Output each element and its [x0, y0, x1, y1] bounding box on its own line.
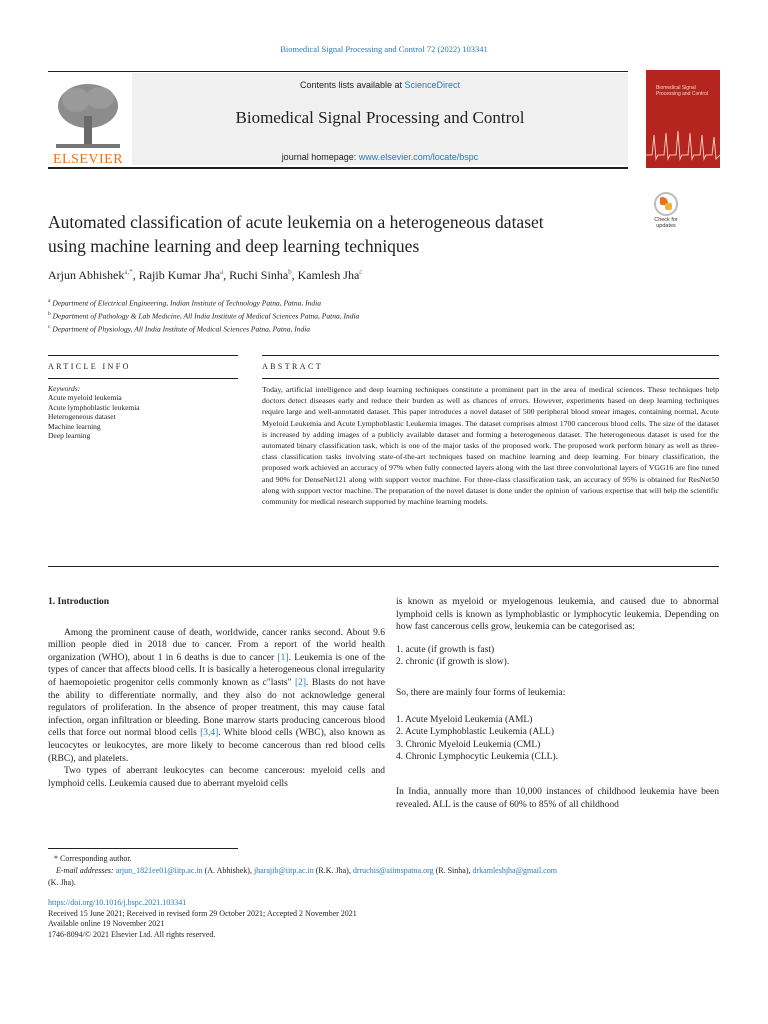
affiliation-marker: c	[48, 324, 51, 330]
homepage-link[interactable]: www.elsevier.com/locate/bspc	[358, 152, 479, 162]
intro-paragraph-1	[48, 627, 385, 766]
footnotes	[48, 853, 719, 889]
affiliation-text: Department of Pathology & Lab Medicine, All India Institute of Medical Sciences Patna, Patna, India	[52, 311, 360, 321]
keyword-item: Deep learning	[48, 431, 91, 441]
email-link[interactable]: drkamleshjha@gmail.com	[472, 866, 557, 875]
affiliation-item	[48, 309, 648, 322]
list-item: 4. Chronic Lymphocytic Leukemia (CLL).	[396, 752, 558, 763]
abstract-heading: ABSTRACT	[262, 362, 323, 371]
author-name[interactable]: Ruchi Sinha	[229, 268, 289, 282]
growth-list	[396, 644, 719, 669]
header-rule	[48, 71, 628, 72]
abstract-end-rule	[48, 566, 719, 567]
text-run: Among the prominent cause of death, worldwide, cancer ranks second. About 9.6 million people died in 2018 due to cancer. From a report of the world health organization (WHO), about 1 in 6 deaths is due to cancer	[48, 627, 385, 663]
author-affil-marker[interactable]: b	[288, 268, 292, 276]
email-label: E-mail addresses:	[56, 866, 116, 875]
author-list: Arjun Abhishek$^{a,*}$, Rajib Kumar Jha$^a$, Ruchi Sinha$^b$, Kamlesh Jha$^c$	[48, 268, 363, 282]
publication-info	[48, 898, 719, 940]
received-dates: Received 15 June 2021; Received in revised form 29 October 2021; Accepted 2 November 2021	[48, 908, 357, 918]
keyword-item: Acute lymphoblastic leukemia	[48, 402, 140, 412]
abstract-rule-2	[262, 378, 719, 379]
affiliation-text: Department of Electrical Engineering, Indian Institute of Technology Patna, Patna, India	[52, 298, 321, 308]
corresponding-author-note: * Corresponding author.	[54, 854, 132, 863]
homepage-prefix: journal homepage:	[281, 152, 359, 162]
keywords-label: Keywords:	[48, 384, 81, 393]
affiliation-text: Department of Physiology, All India Institute of Medical Sciences Patna, Patna, India	[52, 324, 311, 334]
email-link[interactable]: jharajib@iitp.ac.in	[253, 866, 314, 875]
abstract-text: Today, artificial intelligence and deep learning techniques constitute a prominent part in the area of medical sciences. These techniques help doctors detect diseases early and reduce their burden as well as chances of errors. However, experiments based on deep learning techniques require large and well-annotated dataset. This paper introduces a novel dataset of 500 peripheral blood smear images, containing normal, Acute Myeloid Leukemia and Acute Lymphoblastic Leukemia images. The dataset comprises almost 1700 cancerous blood cells. The size of the dataset is increased by adding images of a publicly available dataset and forming a heterogeneous dataset. The heterogeneous dataset is used for the automated binary classification task, which is one of the major tasks of the proposed work. The proposed work perform binary as well as three-class classification tasks involving state-of-the-art techniques based on machine learning and deep learning. For binary classification, the proposed work achieved an accuracy of 97% when fully connected layers along with the last three convolutional layers of VGG16 are fine tuned and 90% for DenseNet121 along with support vector machine. For three-class classification task, an accuracy of 95% is obtained for ResNet50 along with support vector machine. The preparation of the novel dataset is done under the opinion of various expertise that will help the scientific community for medical research supported by machine learning models.	[262, 385, 719, 507]
contents-prefix: Contents lists available at	[299, 80, 405, 90]
keyword-item: Acute myeloid leukemia	[48, 393, 122, 403]
check-for-updates-button[interactable]	[649, 192, 683, 230]
affiliation-marker: b	[48, 311, 51, 317]
section-heading: 1. Introduction	[48, 597, 110, 607]
body-column-right	[396, 596, 719, 811]
publisher-wordmark: ELSEVIER	[52, 152, 124, 167]
list-item: 1. Acute Myeloid Leukemia (AML)	[396, 714, 533, 725]
journal-cover-thumbnail[interactable]	[646, 70, 720, 168]
affiliations	[48, 296, 648, 335]
info-rule	[48, 355, 238, 356]
intro-paragraph-4: So, there are mainly four forms of leukemia:	[396, 687, 566, 698]
doi-link[interactable]: https://doi.org/10.1016/j.bspc.2021.103341	[48, 898, 187, 907]
info-rule-2	[48, 378, 238, 379]
intro-paragraph-5: In India, annually more than 10,000 instances of childhood leukemia have been revealed. ALL is the cause of 60% to 85% of all childhood	[396, 786, 719, 810]
email-owner: (R.K. Jha),	[313, 866, 353, 875]
list-item: 2. chronic (if growth is slow).	[396, 657, 510, 668]
author-affil-marker[interactable]: a,*	[124, 268, 133, 276]
cover-title: Biomedical Signal Processing and Control	[656, 85, 708, 97]
footnote-rule	[48, 848, 238, 849]
article-title-line-1: Automated classification of acute leukemia on a heterogeneous dataset	[48, 212, 544, 232]
check-updates-icon	[654, 192, 678, 216]
journal-citation[interactable]: Biomedical Signal Processing and Control 72 (2022) 103341	[280, 44, 488, 54]
text-run: . White blood cells (WBC), also known as leucocytes or leukocytes, are more likely to become cancerous than red blood cells (RBC), and platelets.	[48, 728, 385, 764]
author-affil-marker[interactable]: a	[220, 268, 224, 276]
article-info-heading: ARTICLE INFO	[48, 362, 131, 371]
contents-lists	[132, 80, 628, 90]
forms-list	[396, 714, 719, 764]
keywords-list	[48, 384, 238, 440]
cover-waveform-icon	[646, 125, 720, 165]
affiliation-marker: a	[48, 298, 51, 304]
check-updates-label: Check for updates	[654, 217, 678, 229]
sciencedirect-link[interactable]: ScienceDirect	[404, 80, 461, 90]
copyright: 1746-8094/© 2021 Elsevier Ltd. All rights reserved.	[48, 929, 216, 939]
list-item: 1. acute (if growth is fast)	[396, 644, 495, 655]
available-online: Available online 19 November 2021	[48, 919, 165, 928]
email-tail: (K. Jha).	[48, 878, 76, 887]
keyword-item: Heterogeneous dataset	[48, 412, 116, 422]
journal-title: Biomedical Signal Processing and Control	[235, 108, 525, 127]
article-title-line-2: using machine learning and deep learning techniques	[48, 236, 420, 256]
author-name[interactable]: Arjun Abhishek	[48, 268, 125, 282]
abstract-rule	[262, 355, 719, 356]
author-name[interactable]: Kamlesh Jha	[297, 268, 360, 282]
keyword-item: Machine learning	[48, 421, 101, 431]
affiliation-item	[48, 296, 648, 309]
list-item: 2. Acute Lymphoblastic Leukemia (ALL)	[396, 727, 555, 738]
article-title	[48, 210, 628, 258]
email-owner: (A. Abhishek),	[202, 866, 254, 875]
body-column-left	[48, 596, 385, 790]
reference-link[interactable]: [2]	[294, 677, 307, 688]
text-run: . Leukemia is one of the types of cancer that affects blood cells. It is basically a heterogeneous clonal irregularity of haemopoietic progenitor cells commonly known as c"lasts"	[48, 652, 386, 688]
intro-paragraph-3: is known as myeloid or myelogenous leukemia, and caused due to abnormal lymphoid cells is known as lymphoblastic or lymphocytic leukemia. Depending on how fast cancerous cells grow, leukemia can be categorised as:	[396, 597, 719, 633]
journal-homepage	[132, 152, 628, 162]
email-link[interactable]: drruchis@aiimspatna.org	[352, 866, 434, 875]
email-owner: (R. Sinha),	[433, 866, 473, 875]
reference-link[interactable]: [1]	[277, 652, 289, 663]
affiliation-item	[48, 322, 648, 335]
email-addresses	[48, 865, 719, 877]
reference-link[interactable]: [3,4]	[200, 728, 219, 739]
header-rule-thick	[48, 167, 628, 169]
email-link[interactable]: arjun_1821ee01@iitp.ac.in	[115, 866, 203, 875]
text-run: . Blasts do not have the ability to differentiate normally, and they also do not acknowledge general regulators of proliferation. In the absence of proper treatment, this may cause fatal infection, organ infiltration or bleeding. Bone marrow starts producing cancerous blood cells that force out normal blood cells	[48, 677, 385, 739]
intro-paragraph-2: Two types of aberrant leukocytes can become cancerous: myeloid cells and lymphoid cells. Leukemia caused due to aberrant myeloid cells	[48, 766, 385, 789]
list-item: 3. Chronic Myeloid Leukemia (CML)	[396, 739, 541, 750]
author-name[interactable]: Rajib Kumar Jha	[138, 268, 221, 282]
author-affil-marker[interactable]: c	[359, 268, 363, 276]
